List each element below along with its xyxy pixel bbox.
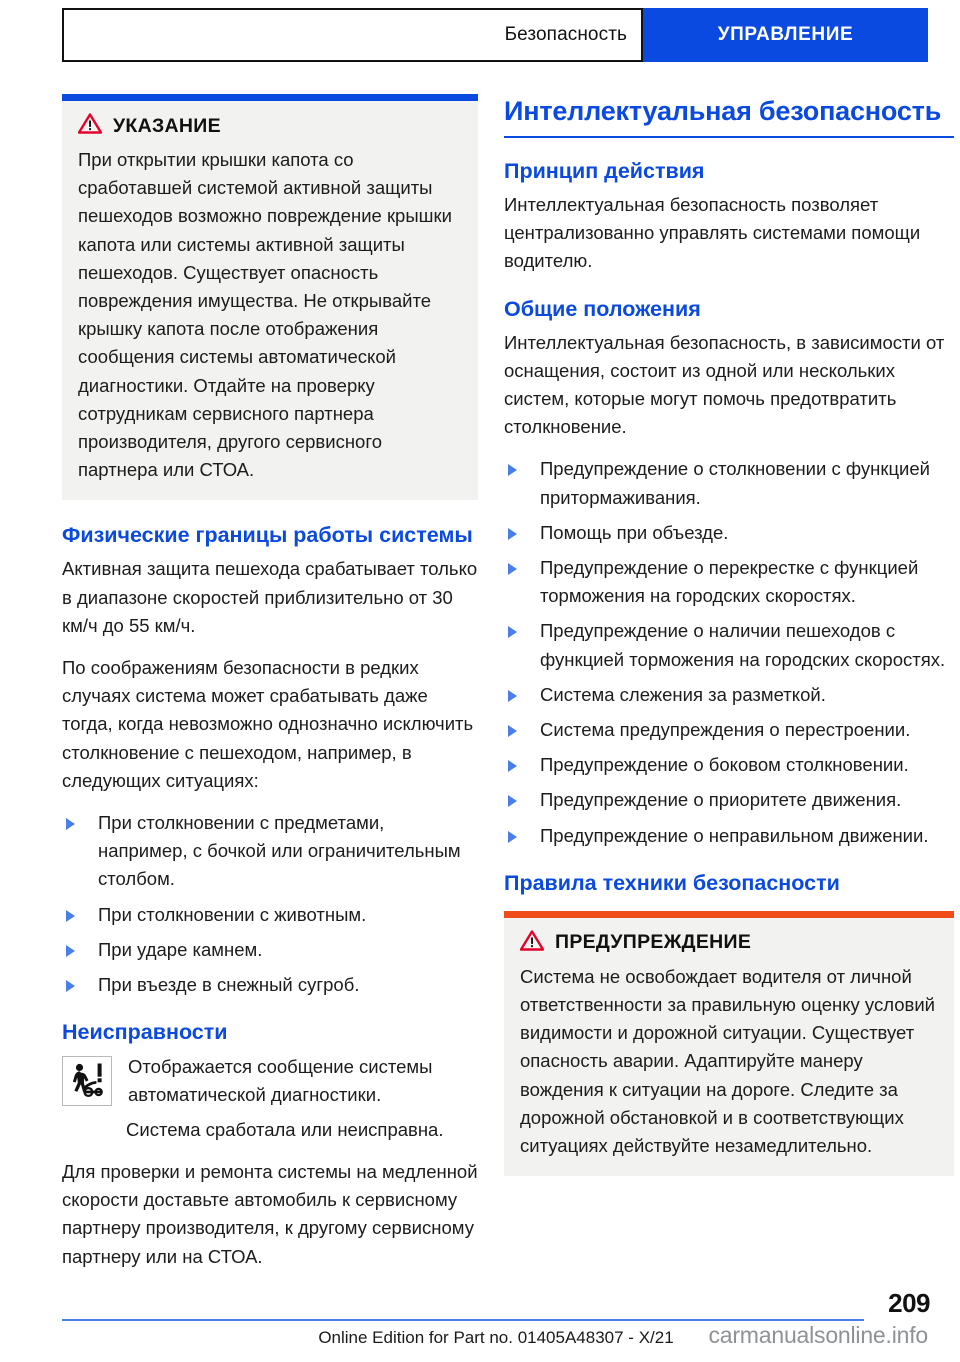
paragraph-limits-1: Активная защита пешехода срабатывает только в диапазоне скоростей приблизительно от 30 км/ч до 55 км/ч. <box>62 558 478 636</box>
list-item-label: Предупреждение о столкновении с функцией притормаживания. <box>540 458 931 508</box>
bullet-triangle-icon <box>66 910 75 922</box>
list-item <box>62 809 478 894</box>
bullet-triangle-icon <box>508 725 517 737</box>
page-footer <box>62 1282 930 1362</box>
bullet-triangle-icon <box>508 464 517 476</box>
notice-label-row <box>78 113 462 139</box>
list-item <box>504 786 954 814</box>
notice-text: Система не освобождает водителя от личной ответственности за правильную оценку условий видимости и дорожной ситуации. Существует опасность аварии. Адаптируйте манеру вождения к ситуации на дороге. Следите за дорожной обстановкой и в соответствующих ситуациях действуйте незамедлительно. <box>520 965 936 1157</box>
list-item <box>504 822 954 850</box>
bullet-list-limits <box>62 809 478 999</box>
warning-triangle-icon <box>520 930 544 956</box>
list-item-label: Предупреждение о неправильном движении. <box>540 824 929 846</box>
list-item-label: При столкновении с предметами, например, с бочкой или ограничительным столбом. <box>98 812 461 890</box>
bullet-triangle-icon <box>508 528 517 540</box>
notice-top-bar <box>62 94 478 101</box>
notice-box-preduprezhdenie <box>504 911 954 1176</box>
list-item-label: Система слежения за разметкой. <box>540 683 826 705</box>
paragraph-general-1: Интеллектуальная безопасность, в зависимости от оснащения, состоит из одной или нескольких систем, которые могут помочь предотвратить столкновение. <box>504 331 945 438</box>
list-item-label: При въезде в снежный сугроб. <box>98 974 360 996</box>
fault-icon-block <box>62 1052 478 1109</box>
left-column <box>62 94 478 1285</box>
heading-safety-rules: Правила техники безопасности <box>504 870 840 895</box>
list-item <box>62 936 478 964</box>
fault-icon-description: Отображается сообщение системы автоматической диагностики. <box>128 1056 433 1106</box>
list-item <box>504 716 954 744</box>
paragraph-limits-2: По соображениям безопасности в редких случаях система может срабатывать даже тогда, когда невозможно однозначно исключить столкновение с пешеходом, например, в следующих ситуациях: <box>62 657 474 791</box>
list-item <box>504 751 954 779</box>
notice-label-row <box>520 930 938 956</box>
bullet-list-general <box>504 455 954 849</box>
notice-top-bar <box>504 911 954 918</box>
notice-box-ukazanie <box>62 94 478 500</box>
heading-general: Общие положения <box>504 296 701 321</box>
heading-faults: Неисправности <box>62 1020 228 1045</box>
header-section-label: УПРАВЛЕНИЕ <box>717 24 854 45</box>
list-item-label: Предупреждение о наличии пешеходов с функцией торможения на городских скоростях. <box>540 620 946 670</box>
page-number: 209 <box>888 1288 930 1318</box>
list-item <box>504 554 954 610</box>
list-item-label: Помощь при объезде. <box>540 521 729 543</box>
right-column <box>504 94 954 1198</box>
bullet-triangle-icon <box>66 945 75 957</box>
bullet-triangle-icon <box>508 690 517 702</box>
list-item <box>504 455 954 511</box>
page-title: Интеллектуальная безопасность <box>504 96 942 126</box>
list-item <box>504 617 954 673</box>
bullet-triangle-icon <box>508 760 517 772</box>
list-item-label: При ударе камнем. <box>98 938 263 960</box>
list-item-label: Предупреждение о боковом столкновении. <box>540 754 909 776</box>
list-item <box>504 681 954 709</box>
pedestrian-protection-fault-icon <box>62 1056 112 1106</box>
bullet-triangle-icon <box>508 563 517 575</box>
notice-label: ПРЕДУПРЕЖДЕНИЕ <box>555 931 752 954</box>
bullet-triangle-icon <box>66 818 75 830</box>
paragraph-principle-1: Интеллектуальная безопасность позволяет централизованно управлять системами помощи водителю. <box>504 194 921 272</box>
title-divider <box>504 136 954 138</box>
bullet-triangle-icon <box>508 831 517 843</box>
bullet-triangle-icon <box>66 980 75 992</box>
heading-physical-limits: Физические границы работы системы <box>62 523 473 548</box>
paragraph-faults-1: Для проверки и ремонта системы на медленной скорости доставьте автомобиль к сервисному партнеру производителя, к другому сервисному партнеру или на СТОА. <box>62 1160 478 1267</box>
notice-text: При открытии крышки капота со сработавшей системой активной защиты пешеходов возможно повреждение крышки капота или системы активной защиты пешеходов. Существует опасность повреждения имущества. Не открывайте крышку капота после отображения сообщения системы автоматической диагностики. Отдайте на проверку сотрудникам сервисного партнера производителя, другого сервисного партнера или СТОА. <box>78 149 452 481</box>
list-item-label: При столкновении с животным. <box>98 903 367 925</box>
header-section-tab <box>643 8 928 62</box>
list-item-label: Система предупреждения о перестроении. <box>540 719 911 741</box>
warning-triangle-icon <box>78 113 102 139</box>
notice-label: УКАЗАНИЕ <box>113 114 221 137</box>
footer-edition-line: Online Edition for Part no. 01405A48307 - X/21 <box>318 1328 674 1347</box>
list-item <box>504 519 954 547</box>
bullet-triangle-icon <box>508 626 517 638</box>
watermark-label: carmanualsonline.info <box>708 1322 928 1348</box>
header-chapter-tab <box>62 8 643 62</box>
list-item <box>62 971 478 999</box>
list-item-label: Предупреждение о перекрестке с функцией торможения на городских скоростях. <box>540 557 919 607</box>
header-chapter-label: Безопасность <box>504 24 627 45</box>
heading-principle: Принцип действия <box>504 159 705 183</box>
footer-divider <box>62 1319 864 1321</box>
list-item <box>62 901 478 929</box>
page-body <box>62 94 946 1282</box>
page-header <box>62 8 928 62</box>
list-item-label: Предупреждение о приоритете движения. <box>540 789 902 811</box>
fault-icon-followup: Система сработала или неисправна. <box>126 1118 444 1140</box>
bullet-triangle-icon <box>508 795 517 807</box>
